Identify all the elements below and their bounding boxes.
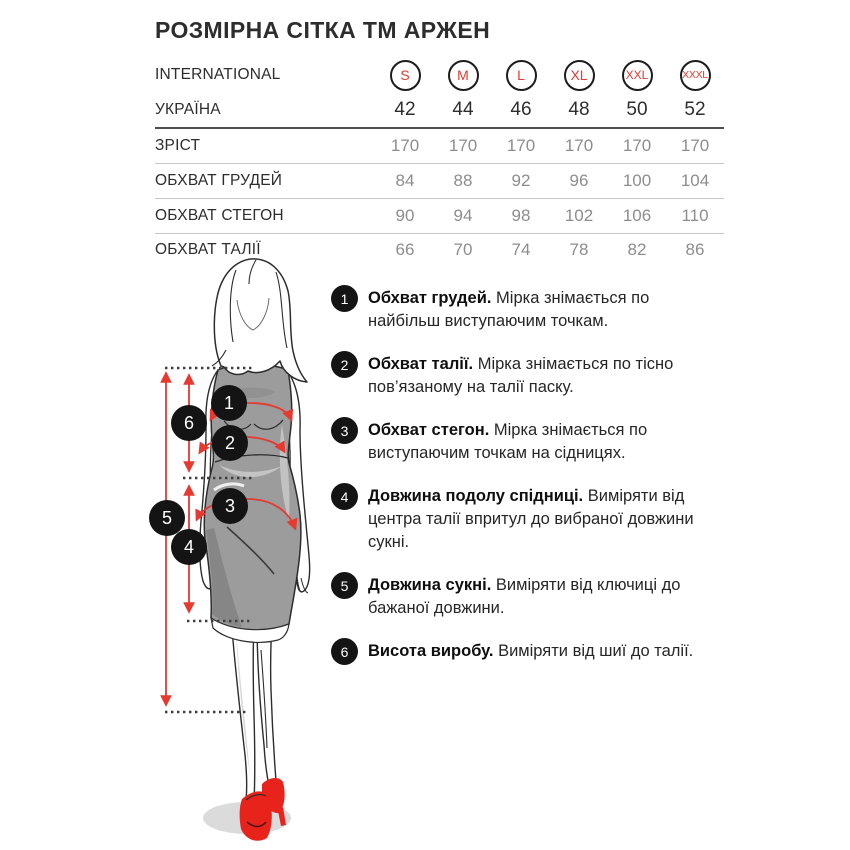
cell-value: 104	[680, 171, 710, 190]
figure-marker-dress-length: 5	[149, 500, 185, 536]
size-table	[155, 57, 724, 266]
cell-value: 78	[569, 240, 589, 259]
cell-value: 82	[627, 240, 647, 259]
cell-value: 170	[390, 136, 420, 155]
figure-illustration	[140, 258, 345, 850]
table-row-international	[155, 57, 724, 93]
figure-marker-skirt-length: 4	[171, 529, 207, 565]
figure-marker-waist: 2	[212, 425, 248, 461]
cell-value: 110	[681, 206, 709, 225]
instruction-text: Довжина сукні. Виміряти від ключиці до бажаної довжини.	[368, 576, 681, 617]
instruction-text: Висота виробу. Виміряти від шиї до талії.	[368, 642, 694, 660]
cell-value: 84	[395, 171, 415, 190]
cell-value: 170	[622, 136, 652, 155]
woman-sketch	[140, 258, 345, 850]
table-row-height	[155, 129, 724, 164]
row-label-international: INTERNATIONAL	[155, 66, 281, 83]
instruction-text: Обхват стегон. Мірка знімається по виступаючим точкам на сідницях.	[368, 421, 648, 462]
size-circle-l: L	[506, 60, 537, 91]
cell-value: 94	[453, 206, 473, 225]
size-circle-xxxl: XXXL	[680, 60, 711, 91]
instruction-number-badge: 2	[331, 351, 358, 378]
cell-value: 170	[448, 136, 478, 155]
instruction-number-badge: 4	[331, 483, 358, 510]
ua-size: 52	[684, 99, 706, 120]
instruction-item-5	[331, 572, 731, 620]
figure-marker-hips: 3	[212, 488, 248, 524]
page-title: РОЗМІРНА СІТКА ТМ АРЖЕН	[155, 17, 491, 43]
ua-size: 42	[394, 99, 416, 120]
instruction-item-3	[331, 417, 731, 465]
instruction-number-badge: 3	[331, 417, 358, 444]
cell-value: 100	[622, 171, 652, 190]
instruction-text: Довжина подолу спідниці. Виміряти від центра талії впритул до вибраної довжини сукні.	[368, 487, 694, 551]
instruction-text: Обхват талії. Мірка знімається по тісно пов’язаному на талії паску.	[368, 355, 674, 396]
table-row-ukraine	[155, 93, 724, 129]
ua-size: 46	[510, 99, 532, 120]
table-row-hips	[155, 199, 724, 234]
row-label-ukraine: УКРАЇНА	[155, 101, 221, 118]
cell-value: 170	[506, 136, 536, 155]
cell-value: 106	[622, 206, 652, 225]
row-label: ОБХВАТ ТАЛІЇ	[155, 241, 261, 258]
instruction-text: Обхват грудей. Мірка знімається по найбільш виступаючим точкам.	[368, 289, 650, 330]
cell-value: 74	[511, 240, 531, 259]
row-label: ОБХВАТ СТЕГОН	[155, 207, 284, 224]
cell-value: 170	[564, 136, 594, 155]
instruction-item-4	[331, 483, 731, 554]
cell-value: 90	[395, 206, 415, 225]
figure-marker-bodice-height: 6	[171, 405, 207, 441]
cell-value: 170	[680, 136, 710, 155]
instruction-number-badge: 1	[331, 285, 358, 312]
instruction-item-2	[331, 351, 731, 399]
size-circle-xxl: XXL	[622, 60, 653, 91]
cell-value: 98	[511, 206, 531, 225]
size-circle-m: M	[448, 60, 479, 91]
cell-value: 66	[395, 240, 415, 259]
size-circle-s: S	[390, 60, 421, 91]
instruction-item-6	[331, 638, 731, 665]
row-label: ОБХВАТ ГРУДЕЙ	[155, 172, 283, 189]
cell-value: 96	[569, 171, 589, 190]
ua-size: 44	[452, 99, 474, 120]
instruction-item-1	[331, 285, 731, 333]
cell-value: 92	[511, 171, 531, 190]
row-label: ЗРІСТ	[155, 137, 201, 154]
cell-value: 70	[453, 240, 473, 259]
size-circle-xl: XL	[564, 60, 595, 91]
ua-size: 48	[568, 99, 590, 120]
ua-size: 50	[626, 99, 648, 120]
instruction-number-badge: 6	[331, 638, 358, 665]
instruction-number-badge: 5	[331, 572, 358, 599]
figure-marker-chest: 1	[211, 385, 247, 421]
cell-value: 88	[453, 171, 473, 190]
instructions-list	[331, 285, 731, 665]
table-row-chest	[155, 164, 724, 199]
cell-value: 102	[564, 206, 594, 225]
cell-value: 86	[685, 240, 705, 259]
